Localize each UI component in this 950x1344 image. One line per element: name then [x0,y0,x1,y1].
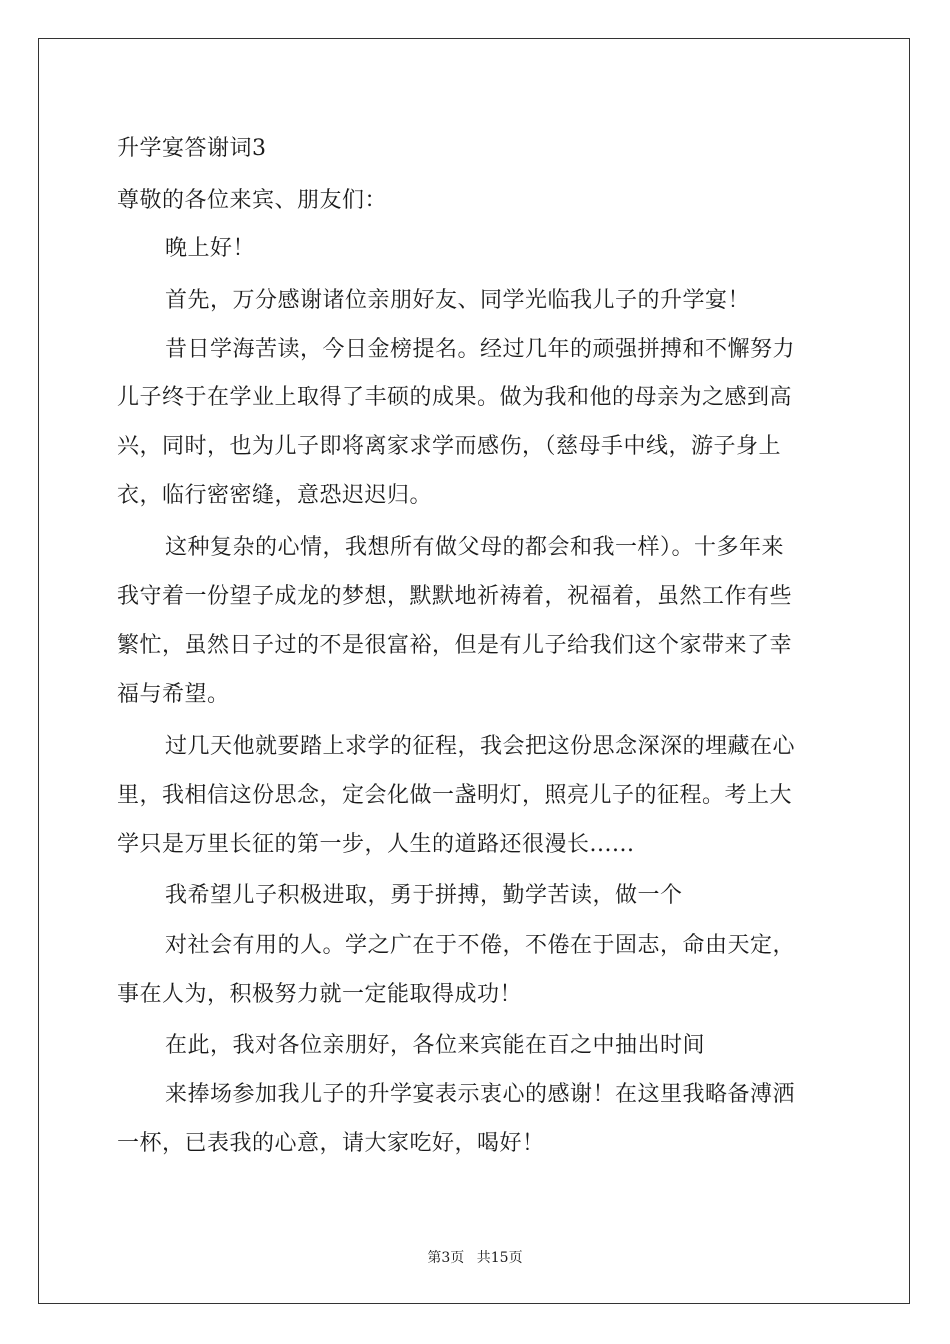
paragraph-line: 我希望儿子积极进取，勇于拼搏，勤学苦读，做一个 [165,883,683,908]
paragraph-line: 衣，临行密密缝，意恐迟迟归。 [117,483,433,508]
paragraph-line: 昔日学海苦读，今日金榜提名。经过几年的顽强拼搏和不懈努力 [165,337,796,362]
paragraph-line: 这种复杂的心情，我想所有做父母的都会和我一样）。十多年来 [165,535,785,560]
paragraph-line: 福与希望。 [117,682,230,707]
page-number: 第3页 [427,1250,465,1266]
paragraph-line: 儿子终于在学业上取得了丰硕的成果。做为我和他的母亲为之感到高 [117,385,793,410]
paragraph-line: 首先，万分感谢诸位亲朋好友、同学光临我儿子的升学宴！ [165,288,751,313]
page-footer [0,1248,950,1268]
page-border [38,38,910,1304]
salutation: 尊敬的各位来宾、朋友们： [117,188,388,213]
paragraph-line: 事在人为，积极努力就一定能取得成功！ [117,982,523,1007]
paragraph-line: 晚上好！ [165,236,256,261]
paragraph-line: 学只是万里长征的第一步，人生的道路还很漫长...... [117,832,635,857]
page-total: 共15页 [476,1250,523,1266]
paragraph-line: 过几天他就要踏上求学的征程，我会把这份思念深深的埋藏在心 [165,734,796,759]
paragraph-line: 在此，我对各位亲朋好，各位来宾能在百之中抽出时间 [165,1033,706,1058]
paragraph-line: 来捧场参加我儿子的升学宴表示衷心的感谢！在这里我略备溥洒 [165,1082,796,1107]
paragraph-line: 兴，同时，也为儿子即将离家求学而感伤，（慈母手中线，游子身上 [117,434,782,459]
document-title: 升学宴答谢词3 [117,136,267,161]
paragraph-line: 对社会有用的人。学之广在于不倦，不倦在于固志，命由天定， [165,933,796,958]
paragraph-line: 繁忙，虽然日子过的不是很富裕，但是有儿子给我们这个家带来了幸 [117,633,793,658]
paragraph-line: 一杯，已表我的心意，请大家吃好，喝好！ [117,1131,545,1156]
paragraph-line: 里，我相信这份思念，定会化做一盏明灯，照亮儿子的征程。考上大 [117,783,793,808]
paragraph-line: 我守着一份望子成龙的梦想，默默地祈祷着，祝福着，虽然工作有些 [117,584,793,609]
